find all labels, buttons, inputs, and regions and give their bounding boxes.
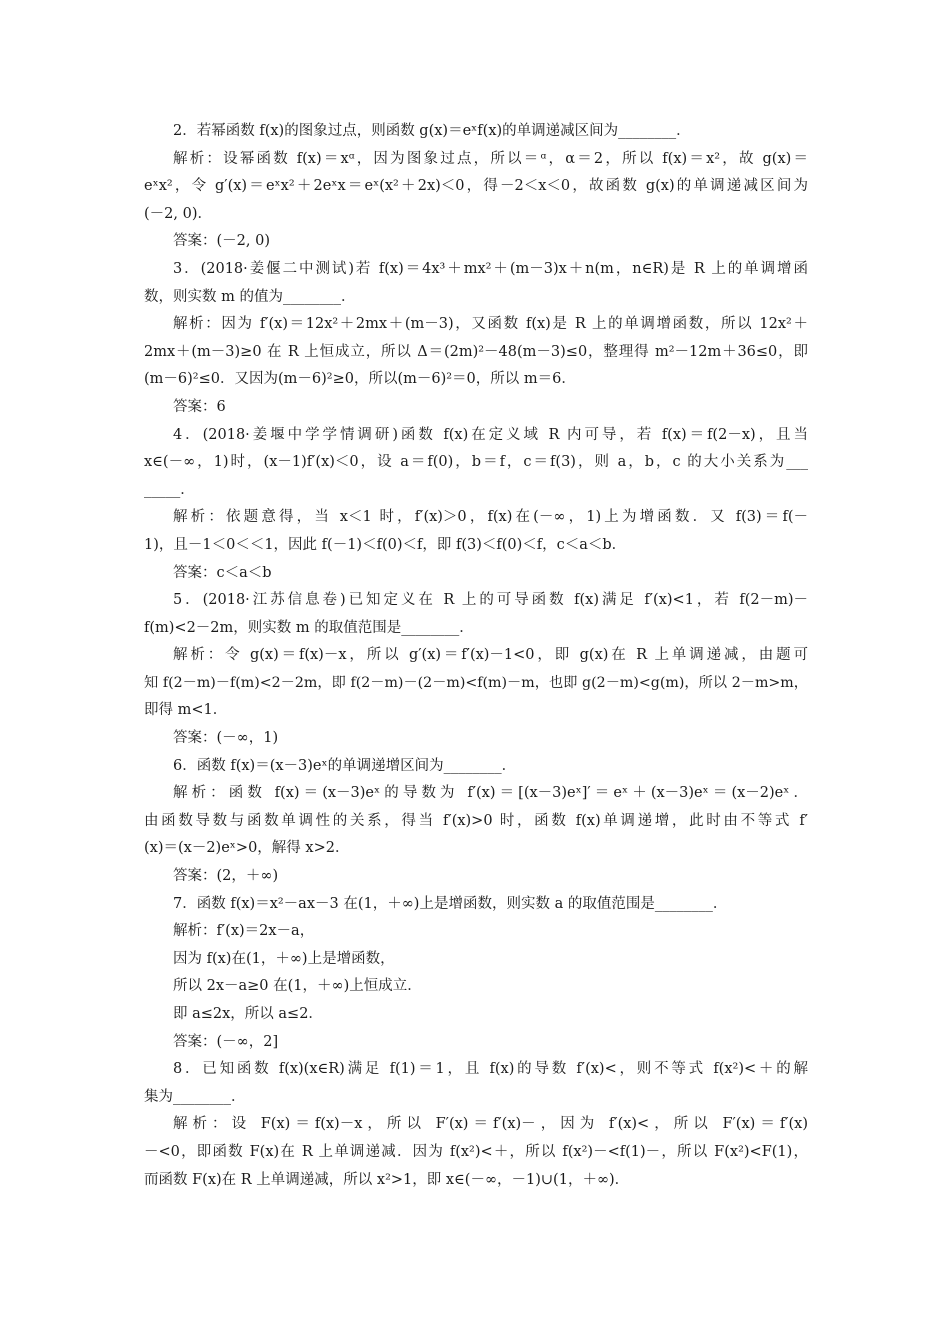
text-line: 5．(2018·江苏信息卷)已知定义在 R 上的可导函数 f(x)满足 f′(x)<1，若 f(2－m)－ — [173, 592, 808, 609]
text-line: 答案：(2，＋∞) — [173, 868, 279, 885]
text-line: 2．若幂函数 f(x)的图象过点，则函数 g(x)＝eˣf(x)的单调递减区间为________． — [173, 123, 691, 139]
text-line: 1)，且－1＜0＜＜1，因此 f(－1)＜f(0)＜f，即 f(3)＜f(0)＜f，c＜a＜b． — [144, 536, 627, 553]
text-line: 即得 m<1． — [144, 702, 228, 719]
text-line: 解析：f′(x)＝2x－a， — [173, 923, 315, 940]
text-line: 3．(2018·姜偃二中测试)若 f(x)＝4x³＋mx²＋(m－3)x＋n(m，n∈R)是 R 上的单调增函 — [173, 260, 808, 277]
text-line: 4．(2018·姜堰中学学情调研)函数 f(x)在定义域 R 内可导，若 f(x)＝f(2－x)，且当 — [173, 426, 808, 443]
text-line: eˣx²，令 g′(x)＝eˣx²＋2eˣx＝eˣ(x²＋2x)＜0，得－2＜x＜0，故函数 g(x)的单调递减区间为 — [144, 178, 808, 195]
text-line: 答案：(－∞，2] — [173, 1033, 279, 1050]
text-line: 解析：设 F(x)＝f(x)－x，所以 F′(x)＝f′(x)－，因为 f′(x)<，所以 F′(x)＝f′(x) — [173, 1116, 808, 1133]
text-line: 数，则实数 m 的值为________． — [144, 288, 356, 305]
text-line: 所以 2x－a≥0 在(1，＋∞)上恒成立． — [173, 978, 422, 995]
text-line: 答案：6 — [173, 398, 226, 415]
text-line: 7．函数 f(x)＝x²－ax－3 在(1，＋∞)上是增函数，则实数 a 的取值范围是________． — [173, 895, 728, 912]
text-line: 即 a≤2x，所以 a≤2． — [173, 1006, 323, 1022]
text-line: 答案：(－2, 0) — [173, 233, 270, 250]
text-line: (m－6)²≤0．又因为(m－6)²≥0，所以(m－6)²＝0，所以 m＝6． — [144, 371, 576, 388]
text-line: x∈(－∞，1)时，(x－1)f′(x)＜0，设 a＝f(0)，b＝f，c＝f(3)，则 a，b，c 的大小关系为___ — [144, 454, 808, 471]
text-line: 解析：因为 f′(x)＝12x²＋2mx＋(m－3)，又函数 f(x)是 R 上的单调增函数，所以 12x²＋ — [173, 316, 808, 333]
text-line: 解析：函数 f(x)＝(x－3)eˣ的导数为 f′(x)＝[(x－3)eˣ]′＝eˣ＋(x－3)eˣ＝(x－2)eˣ． — [173, 785, 808, 802]
text-line: 8．已知函数 f(x)(x∈R)满足 f(1)＝1，且 f(x)的导数 f′(x)<，则不等式 f(x²)<＋的解 — [173, 1061, 808, 1078]
text-line: 解析：令 g(x)＝f(x)－x，所以 g′(x)＝f′(x)－1<0，即 g(x)在 R 上单调递减，由题可 — [173, 647, 808, 664]
document-body — [144, 118, 808, 1194]
text-line: 因为 f(x)在(1，＋∞)上是增函数， — [173, 950, 395, 967]
text-line: 6．函数 f(x)＝(x－3)eˣ的单调递增区间为________． — [173, 757, 517, 774]
text-line: 2mx＋(m－3)≥0 在 R 上恒成立，所以 Δ＝(2m)²－48(m－3)≤0，整理得 m²－12m＋36≤0，即 — [144, 343, 808, 360]
text-line: (－2, 0)． — [144, 205, 212, 222]
text-line: 知 f(2－m)－f(m)<2－2m，即 f(2－m)－(2－m)<f(m)－m，也即 g(2－m)<g(m)，所以 2－m>m， — [144, 674, 808, 691]
text-line: 解析：设幂函数 f(x)＝xᵅ，因为图象过点，所以＝ᵅ，α＝2，所以 f(x)＝x²，故 g(x)＝ — [173, 150, 808, 167]
text-line: 答案：c＜a＜b — [173, 564, 272, 581]
text-line: _____． — [144, 481, 195, 498]
text-line: 而函数 F(x)在 R 上单调递减，所以 x²>1，即 x∈(－∞，－1)∪(1，＋∞)． — [144, 1171, 630, 1188]
text-line: 集为________． — [144, 1088, 246, 1105]
text-line: 由函数导数与函数单调性的关系，得当 f′(x)>0 时，函数 f(x)单调递增，此时由不等式 f′ — [144, 812, 808, 829]
text-line: (x)＝(x－2)eˣ>0，解得 x>2． — [144, 840, 350, 857]
text-line: 解析：依题意得，当 x＜1 时，f′(x)＞0，f(x)在(－∞，1)上为增函数．又 f(3)＝f(－ — [173, 509, 808, 526]
text-line: －<0，即函数 F(x)在 R 上单调递减．因为 f(x²)<＋，所以 f(x²)－<f(1)－，所以 F(x²)<F(1)， — [144, 1143, 808, 1160]
text-line: f(m)<2－2m，则实数 m 的取值范围是________． — [144, 619, 474, 636]
text-line: 答案：(－∞，1) — [173, 730, 279, 747]
